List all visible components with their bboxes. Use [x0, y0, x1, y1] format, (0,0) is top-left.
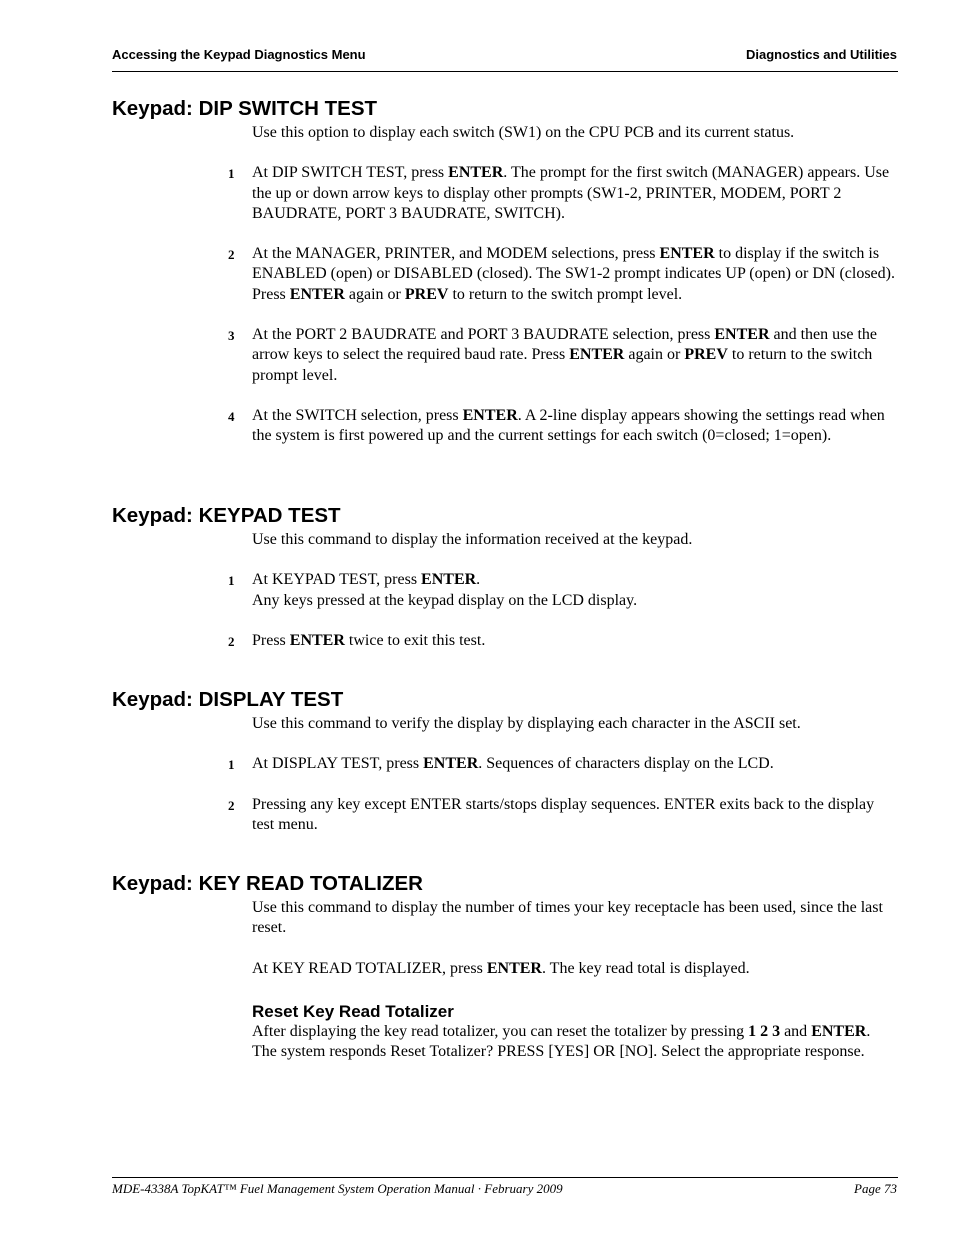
- step-number: 2: [228, 247, 235, 263]
- step-2: 2 Pressing any key except ENTER starts/stops display sequences. ENTER exits back to the display test menu.: [228, 795, 875, 833]
- section-key-read-totalizer: [112, 872, 898, 1062]
- section-display-test: [112, 688, 898, 835]
- running-header-right: Diagnostics and Utilities: [746, 47, 897, 62]
- section-heading: Keypad: DISPLAY TEST: [112, 688, 344, 711]
- step-1: 1 At DIP SWITCH TEST, press ENTER. The prompt for the first switch (MANAGER) appears. Use the up or down arrow keys to display other prompts (SW1-2, PRINTER, MODEM, PORT 2 BAUDRATE, PORT 3 BAUDRATE, SWITCH).: [228, 164, 890, 222]
- section-dip-switch-test: [112, 97, 898, 447]
- intro-paragraph: Use this command to display the information received at the keypad.: [252, 531, 693, 548]
- running-header-left: Accessing the Keypad Diagnostics Menu: [112, 47, 366, 62]
- instruction-paragraph: At KEY READ TOTALIZER, press ENTER. The key read total is displayed.: [252, 959, 750, 977]
- step-4: 4 At the SWITCH selection, press ENTER. A 2-line display appears showing the settings read when the system is first powered up and the current settings for each switch (0=closed; 1=open).: [228, 406, 885, 445]
- section-keypad-test: [112, 504, 898, 651]
- running-footer-left: MDE-4338A TopKAT™ Fuel Management System Operation Manual · February 2009: [112, 1181, 563, 1196]
- step-3: 3 At the PORT 2 BAUDRATE and PORT 3 BAUDRATE selection, press ENTER and then use the arrow keys to select the required baud rate. Press ENTER again or PREV to return to the switch prompt level.: [228, 326, 878, 384]
- intro-paragraph: Use this command to verify the display by displaying each character in the ASCII set.: [252, 715, 801, 732]
- section-body: [252, 898, 898, 1062]
- footer-rule: [112, 1177, 898, 1178]
- section-body: [228, 123, 898, 447]
- step-number: 2: [228, 633, 235, 649]
- page-number: Page 73: [854, 1181, 897, 1196]
- step-number: 1: [228, 573, 235, 589]
- section-heading: Keypad: KEY READ TOTALIZER: [112, 872, 423, 895]
- section-body: [228, 530, 898, 651]
- step-number: 3: [228, 328, 235, 344]
- subsection-heading: Reset Key Read Totalizer: [252, 1001, 454, 1021]
- step-number: 4: [228, 408, 235, 424]
- header-rule: [112, 71, 898, 72]
- reset-paragraph: After displaying the key read totalizer, you can reset the totalizer by pressing 1 2 3 and ENTER. The system responds Reset Totalizer? PRESS [YES] OR [NO]. Select the appropriate response.: [252, 1022, 871, 1061]
- intro-paragraph: Use this command to display the number of times your key receptacle has been used, since the last reset.: [252, 899, 883, 937]
- section-heading: Keypad: KEYPAD TEST: [112, 504, 341, 527]
- step-number: 2: [228, 797, 235, 813]
- step-1: 1 At DISPLAY TEST, press ENTER. Sequences of characters display on the LCD.: [252, 754, 898, 774]
- step-2: 2 At the MANAGER, PRINTER, and MODEM selections, press ENTER to display if the switch is ENABLED (open) or DISABLED (closed). The SW1-2 prompt indicates UP (open) or DN (closed). Press ENTER again or PREV to return to the switch prompt level.: [228, 245, 895, 303]
- section-body: [228, 714, 898, 835]
- section-heading: Keypad: DIP SWITCH TEST: [112, 97, 378, 120]
- step-1: 1 At KEYPAD TEST, press ENTER. Any keys pressed at the keypad display on the LCD display.: [228, 571, 638, 609]
- step-number: 1: [228, 166, 235, 182]
- step-number: 1: [228, 757, 235, 773]
- intro-paragraph: Use this option to display each switch (SW1) on the CPU PCB and its current status.: [252, 124, 795, 141]
- step-2: 2 Press ENTER twice to exit this test.: [252, 631, 898, 651]
